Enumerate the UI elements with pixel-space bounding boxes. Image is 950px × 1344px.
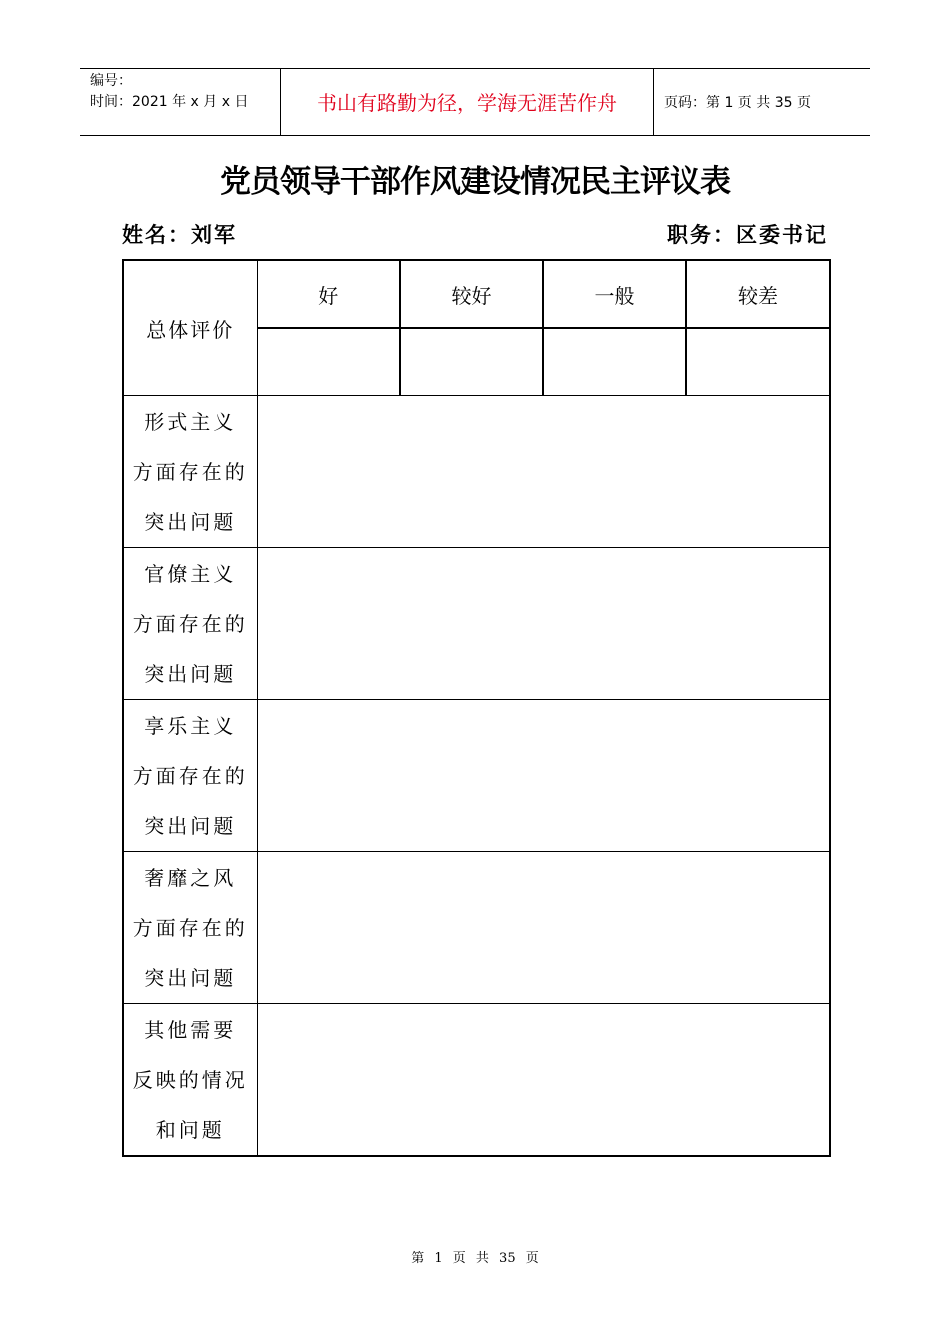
row-content-formalism[interactable] [257,396,830,548]
overall-evaluation-label: 总体评价 [123,260,257,396]
duty-label: 职务： [667,223,736,247]
page-footer: 第 1 页 共 35 页 [411,1251,539,1266]
name-label: 姓名： [122,223,191,247]
grade-average-cell[interactable] [543,328,686,396]
table-row [123,396,830,548]
evaluation-table [122,259,831,1157]
grade-average: 一般 [543,260,686,328]
header-meta [80,69,281,135]
grade-poor-cell[interactable] [686,328,830,396]
name-line [122,218,237,252]
duty-value: 区委书记 [736,223,828,247]
table-row [123,1004,830,1157]
table-row [123,548,830,700]
table-row [123,700,830,852]
row-content-bureaucratism[interactable] [257,548,830,700]
grade-fairly-good-cell[interactable] [400,328,543,396]
row-content-hedonism[interactable] [257,700,830,852]
row-label-hedonism: 享乐主义 方面存在的 突出问题 [123,700,257,852]
grade-fairly-good: 较好 [400,260,543,328]
header-page-label: 页码：第 1 页 共 35 页 [664,95,811,111]
row-content-other[interactable] [257,1004,830,1157]
grade-header-row [123,260,830,328]
row-label-other: 其他需要 反映的情况 和问题 [123,1004,257,1157]
duty-line [667,218,828,252]
grade-good-cell[interactable] [257,328,400,396]
row-label-extravagance: 奢靡之风 方面存在的 突出问题 [123,852,257,1004]
row-label-bureaucratism: 官僚主义 方面存在的 突出问题 [123,548,257,700]
row-content-extravagance[interactable] [257,852,830,1004]
header-motto: 书山有路勤为径，学海无涯苦作舟 [281,69,654,135]
date-label: 时间：2021 年 x 月 x 日 [90,94,249,110]
number-label: 编号： [90,73,132,89]
document-title: 党员领导干部作风建设情况民主评议表 [220,164,730,200]
page-header [80,68,870,136]
name-value: 刘军 [191,223,237,247]
grade-poor: 较差 [686,260,830,328]
grade-good: 好 [257,260,400,328]
row-label-formalism: 形式主义 方面存在的 突出问题 [123,396,257,548]
table-row [123,852,830,1004]
